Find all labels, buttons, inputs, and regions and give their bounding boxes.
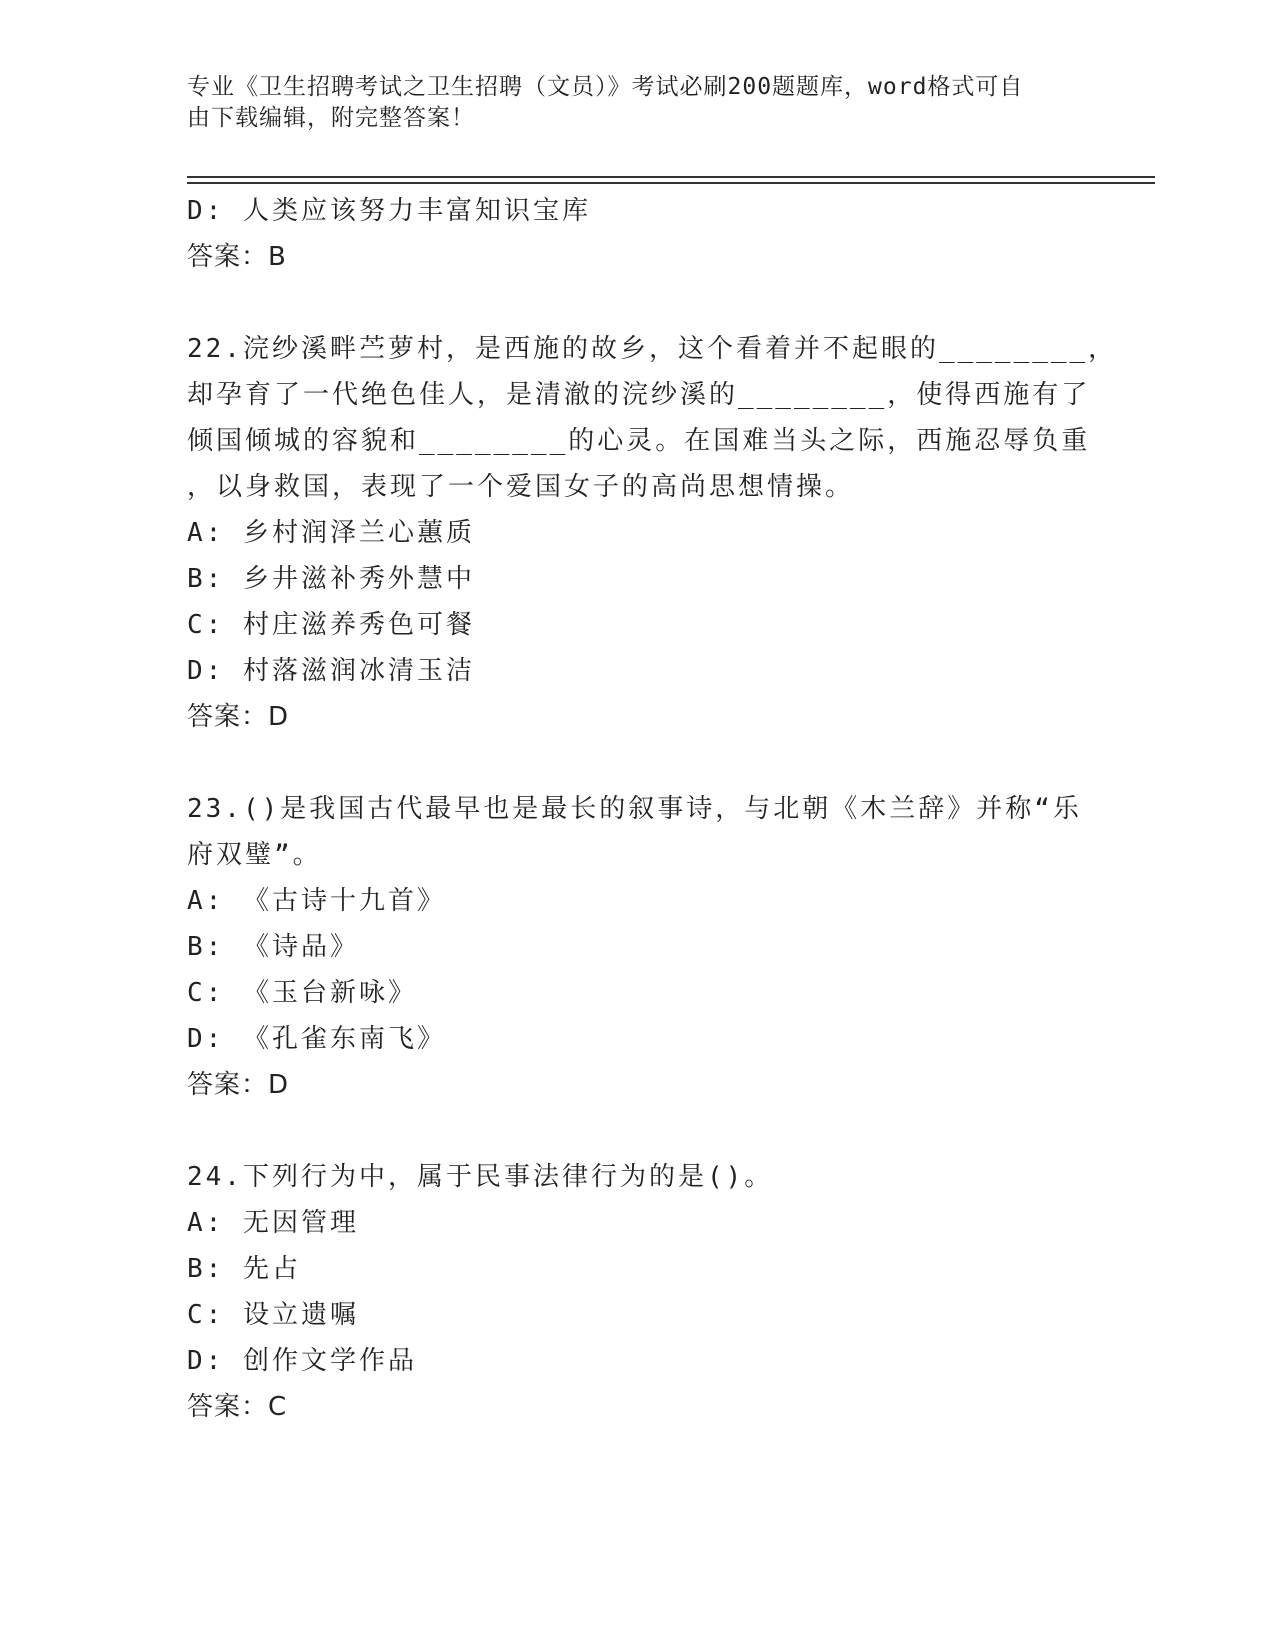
- option-c: C: 设立遗嘱: [187, 1300, 359, 1330]
- answer-line: 答案：B: [187, 242, 287, 272]
- question-text-line: ，以身救国，表现了一个爱国女子的高尚思想情操。: [187, 472, 855, 502]
- spacer: [187, 280, 1087, 326]
- option-a: A: 无因管理: [187, 1208, 359, 1238]
- option-d: D: 创作文学作品: [187, 1346, 417, 1376]
- question-text-line: 23.()是我国古代最早也是最长的叙事诗，与北朝《木兰辞》并称“乐: [187, 794, 1082, 824]
- header-rule-bottom: [187, 182, 1155, 184]
- option-c: C: 《玉台新咏》: [187, 978, 417, 1008]
- question-23: [187, 786, 1087, 1108]
- option-b: B: 先占: [187, 1254, 301, 1284]
- document-header: [187, 72, 1067, 134]
- option-c: C: 村庄滋养秀色可餐: [187, 610, 475, 640]
- question-text-line: 24.下列行为中，属于民事法律行为的是()。: [187, 1162, 774, 1192]
- answer-line: 答案：D: [187, 702, 290, 732]
- option-a: A: 乡村润泽兰心蕙质: [187, 518, 475, 548]
- question-22: [187, 326, 1118, 740]
- header-line-2: 由下载编辑，附完整答案！: [187, 105, 475, 131]
- question-text-line: 府双璧”。: [187, 840, 322, 870]
- question-text-line: 倾国倾城的容貌和________的心灵。在国难当头之际，西施忍辱负重: [187, 426, 1091, 456]
- option-d: D: 人类应该努力丰富知识宝库: [187, 196, 591, 226]
- option-a: A: 《古诗十九首》: [187, 886, 446, 916]
- question-text-line: 却孕育了一代绝色佳人，是清澈的浣纱溪的________，使得西施有了: [187, 380, 1091, 410]
- spacer: [187, 740, 1087, 786]
- question-24: [187, 1154, 1087, 1430]
- option-b: B: 乡井滋补秀外慧中: [187, 564, 475, 594]
- option-d: D: 村落滋润冰清玉洁: [187, 656, 475, 686]
- question-text-line: 22.浣纱溪畔苎萝村，是西施的故乡，这个看着并不起眼的________，: [187, 334, 1118, 364]
- option-d: D: 《孔雀东南飞》: [187, 1024, 446, 1054]
- option-b: B: 《诗品》: [187, 932, 359, 962]
- header-line-1: 专业《卫生招聘考试之卫生招聘（文员）》考试必刷200题题库，word格式可自: [187, 74, 1024, 100]
- answer-line: 答案：C: [187, 1392, 288, 1422]
- spacer: [187, 1108, 1087, 1154]
- header-rule-top: [187, 176, 1155, 178]
- document-body: [187, 188, 1118, 1430]
- answer-line: 答案：D: [187, 1070, 290, 1100]
